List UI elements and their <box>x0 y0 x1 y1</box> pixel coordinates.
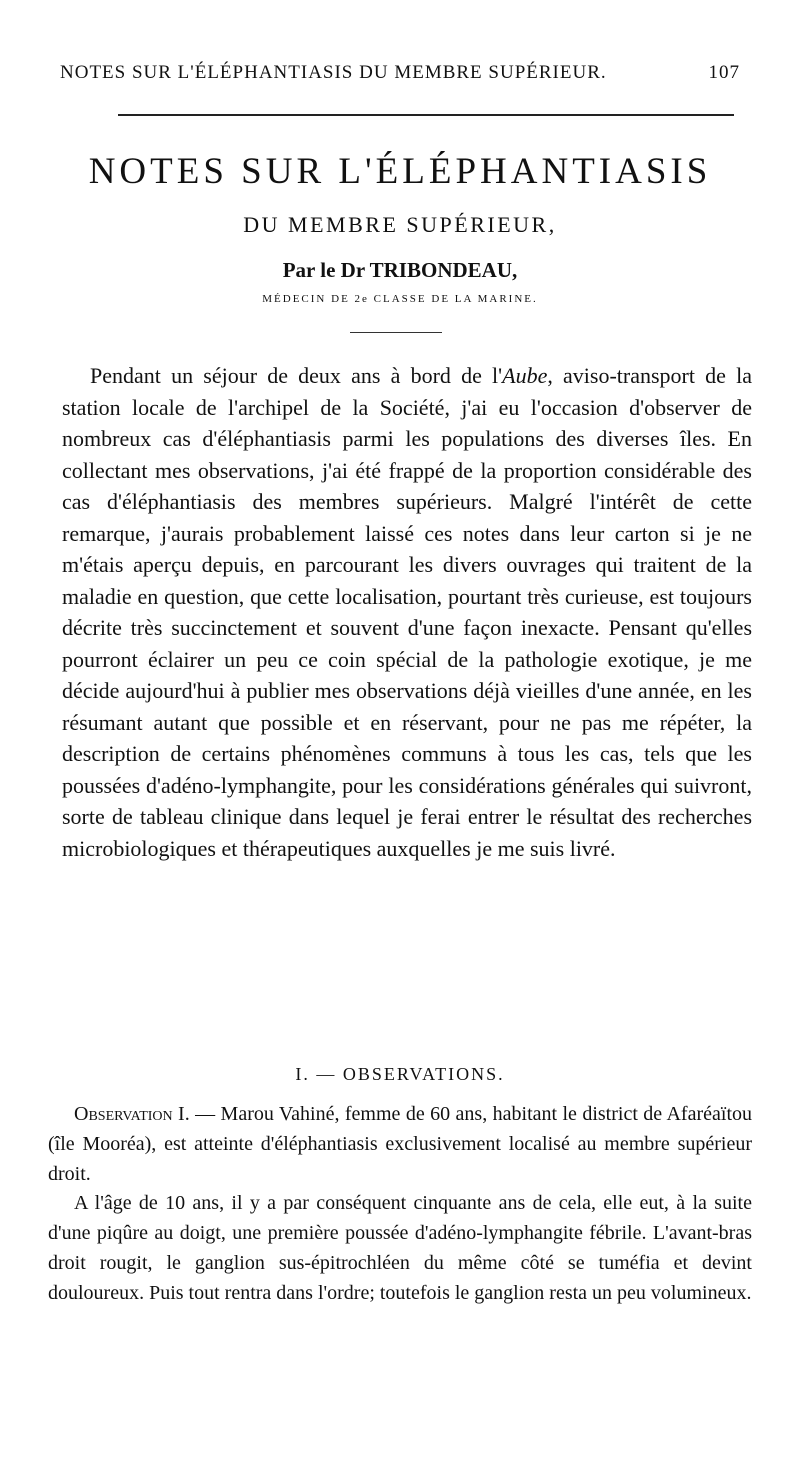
observation-paragraph-2: A l'âge de 10 ans, il y a par conséquent cinquante ans de cela, elle eut, à la suite d'une piqûre au doigt, une première poussée d'adéno-lymphangite fébrile. L'avant-bras droit rougit, le ganglion sus-épitrochléen du même côté se tuméfia et devint douloureux. Puis tout rentra dans l'ordre; toutefois le ganglion resta un peu volumineux. <box>48 1192 752 1304</box>
article-title: NOTES SUR L'ÉLÉPHANTIASIS <box>88 151 712 192</box>
article-author: Par le Dr TRIBONDEAU, <box>282 258 518 282</box>
observation-text: — Marou Vahiné, femme de 60 ans, habitant le district de Afaréaïtou (île Mooréa), est atteinte d'éléphantiasis exclusivement localisé au membre supérieur droit. <box>48 1103 752 1185</box>
author-role: MÉDECIN DE 2e CLASSE DE LA MARINE. <box>262 293 538 305</box>
intro-paragraph <box>62 360 752 864</box>
header-rule <box>118 114 734 116</box>
title-divider <box>350 332 442 333</box>
article-subtitle: DU MEMBRE SUPÉRIEUR, <box>243 212 557 237</box>
observation-label: Observation I. <box>74 1103 190 1125</box>
running-head <box>60 62 740 84</box>
page-number: 107 <box>708 62 740 83</box>
intro-text-rest: , aviso-transport de la station locale de l'archipel de la Société, j'ai eu l'occasion d'observer de nombreux cas d'éléphantiasis parmi les populations des diverses îles. En collectant mes observations, j'ai été frappé de la proportion considérable des cas d'éléphantiasis des membres supérieurs. Malgré l'intérêt de cette remarque, j'aurais probablement laissé ces notes dans leur carton si je ne m'étais aperçu depuis, en parcourant les divers ouvrages qui traitent de la maladie en question, que cette localisation, pourtant très curieuse, est toujours décrite très succinctement et souvent d'une façon inexacte. Pensant qu'elles pourront éclairer un peu ce coin spécial de la pathologie exotique, je me décide aujourd'hui à publier mes observations déjà vieilles d'une année, en les résumant autant que possible et en réservant, pour ne pas me répéter, la description de certains phénomènes communs à tous les cas, tels que les poussées d'adéno-lymphangite, pour les considérations générales qui suivront, sorte de tableau clinique dans lequel je ferai entrer le résultat des recherches microbiologiques et thérapeutiques auxquelles je me suis livré. <box>62 363 752 861</box>
observation-1 <box>48 1100 752 1309</box>
running-head-title: NOTES SUR L'ÉLÉPHANTIASIS DU MEMBRE SUPÉRIEUR. <box>60 62 607 83</box>
intro-text-start: Pendant un séjour de deux ans à bord de l' <box>90 363 503 388</box>
section-heading: I. — OBSERVATIONS. <box>295 1064 505 1084</box>
ship-name: Aube <box>502 363 548 388</box>
